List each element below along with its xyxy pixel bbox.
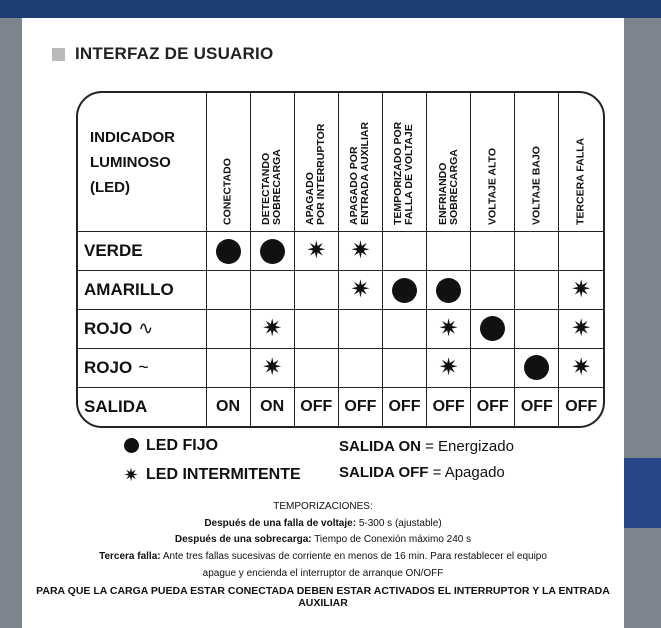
legend-off-value: = Apagado: [432, 464, 505, 481]
column-header: [250, 93, 294, 232]
starburst-icon: ✷: [306, 237, 327, 265]
column-header: [427, 93, 471, 232]
status-cell: [559, 232, 603, 271]
status-cell: [206, 271, 250, 310]
legend-blink: [122, 463, 301, 487]
status-cell: [250, 271, 294, 310]
column-header-line: ENTRADA AUXILIAR: [359, 122, 372, 226]
column-header: [294, 93, 338, 232]
starburst-icon: ✷: [571, 276, 592, 304]
filled-circle-icon: [524, 355, 549, 380]
legend-output-on: [339, 438, 514, 455]
row-label: ROJO ~: [78, 348, 206, 387]
output-value: OFF: [382, 387, 426, 426]
note-line-4: apague y encienda el interruptor de arranque ON/OFF: [202, 568, 444, 579]
status-cell: [559, 310, 603, 349]
starburst-icon: ✷: [350, 237, 371, 265]
status-cell: [515, 232, 559, 271]
status-cell: [382, 310, 426, 349]
note-line-1: Después de una falla de voltaje: 5-300 s (ajustable): [204, 518, 442, 529]
status-cell: [471, 348, 515, 387]
filled-circle-icon: [260, 239, 285, 264]
background-right-panel: [624, 18, 661, 628]
corner-line: LUMINOSO: [90, 153, 171, 171]
column-header-line: SOBRECARGA: [271, 149, 284, 226]
column-header-line: TEMPORIZADO POR: [392, 122, 405, 226]
column-header-line: CONECTADO: [221, 158, 234, 226]
status-cell: [338, 271, 382, 310]
filled-circle-icon: [124, 438, 139, 453]
starburst-icon: ✷: [438, 314, 459, 342]
output-value: ON: [250, 387, 294, 426]
legend-solid: [122, 437, 218, 455]
status-cell: [206, 348, 250, 387]
status-cell: [471, 232, 515, 271]
output-value: OFF: [427, 387, 471, 426]
status-cell: [427, 310, 471, 349]
starburst-icon: ✷: [438, 353, 459, 381]
header-row: [78, 93, 603, 232]
filled-circle-icon: [480, 316, 505, 341]
background-left-panel: [0, 18, 22, 628]
status-cell: [338, 348, 382, 387]
column-header-line: VOLTAJE ALTO: [486, 148, 499, 226]
row-label: AMARILLO: [78, 271, 206, 310]
legend-on-key: SALIDA ON: [339, 438, 421, 455]
document-card: [22, 18, 624, 628]
top-bar: [0, 0, 661, 18]
output-value: OFF: [338, 387, 382, 426]
legend-blink-label: LED INTERMITENTE: [146, 466, 301, 483]
status-cell: [515, 348, 559, 387]
status-cell: [338, 232, 382, 271]
column-header: [206, 93, 250, 232]
output-value: ON: [206, 387, 250, 426]
table-row: [78, 310, 603, 349]
column-header-line: ENFRIANDO: [436, 162, 449, 226]
status-cell: [338, 310, 382, 349]
row-label: ROJO ∿: [78, 310, 206, 349]
heading-text: INTERFAZ DE USUARIO: [75, 44, 274, 63]
output-label: SALIDA: [78, 387, 206, 426]
status-cell: [427, 232, 471, 271]
filled-circle-icon: [216, 239, 241, 264]
status-cell: [382, 232, 426, 271]
status-cell: [427, 271, 471, 310]
status-cell: [250, 232, 294, 271]
output-value: OFF: [559, 387, 603, 426]
output-row: [78, 387, 603, 426]
column-header-line: APAGADO POR: [348, 146, 361, 226]
column-header: [559, 93, 603, 232]
legend-on-value: = Energizado: [425, 438, 514, 455]
table-row: [78, 232, 603, 271]
status-cell: [294, 232, 338, 271]
output-value: OFF: [294, 387, 338, 426]
status-cell: [250, 348, 294, 387]
column-header-line: VOLTAJE BAJO: [530, 146, 543, 226]
status-cell: [382, 348, 426, 387]
square-bullet-icon: [52, 48, 65, 61]
status-cell: [515, 310, 559, 349]
status-cell: [382, 271, 426, 310]
column-header: [471, 93, 515, 232]
column-header-line: TERCERA FALLA: [574, 138, 587, 226]
filled-circle-icon: [436, 278, 461, 303]
row-label: VERDE: [78, 232, 206, 271]
final-warning: PARA QUE LA CARGA PUEDA ESTAR CONECTADA DEBEN ESTAR ACTIVADOS EL INTERRUPTOR Y LA ENTRADA AUXILIAR: [36, 585, 610, 609]
table-row: [78, 348, 603, 387]
starburst-icon: ✷: [350, 276, 371, 304]
column-header: [338, 93, 382, 232]
status-cell: [250, 310, 294, 349]
waveform-icon: ∿: [138, 318, 154, 339]
corner-line: (LED): [90, 178, 130, 196]
column-header: [382, 93, 426, 232]
starburst-icon: ✷: [571, 353, 592, 381]
status-cell: [559, 271, 603, 310]
status-cell: [294, 310, 338, 349]
starburst-icon: ✷: [123, 465, 139, 485]
status-cell: [427, 348, 471, 387]
status-cell: [471, 271, 515, 310]
section-heading: [52, 44, 273, 64]
starburst-icon: ✷: [571, 314, 592, 342]
note-line-2: Después de una sobrecarga: Tiempo de Conexión máximo 240 s: [174, 534, 472, 545]
status-cell: [206, 232, 250, 271]
corner-header: [78, 93, 206, 232]
filled-circle-icon: [392, 278, 417, 303]
status-cell: [294, 348, 338, 387]
legend-solid-label: LED FIJO: [146, 437, 219, 454]
status-cell: [559, 348, 603, 387]
column-header-line: POR INTERRUPTOR: [315, 124, 328, 226]
column-header: [515, 93, 559, 232]
status-cell: [515, 271, 559, 310]
status-cell: [294, 271, 338, 310]
status-cell: [206, 310, 250, 349]
corner-line: INDICADOR: [90, 128, 175, 146]
note-line-3: Tercera falla: Ante tres fallas sucesivas de corriente en menos de 16 min. Para restablecer el equipo: [99, 551, 547, 562]
status-cell: [471, 310, 515, 349]
led-status-table: [76, 91, 605, 428]
starburst-icon: ✷: [262, 314, 283, 342]
legend-output-off: [339, 464, 505, 481]
notes-title: TEMPORIZACIONES:: [273, 501, 373, 512]
column-header-line: DETECTANDO: [260, 153, 273, 226]
column-header-line: SOBRECARGA: [447, 149, 460, 226]
background-blue-block: [624, 458, 661, 528]
output-value: OFF: [471, 387, 515, 426]
starburst-icon: ✷: [262, 353, 283, 381]
legend-off-key: SALIDA OFF: [339, 464, 429, 481]
waveform-icon: ~: [138, 357, 149, 378]
column-header-line: APAGADO: [304, 172, 317, 226]
table-row: [78, 271, 603, 310]
output-value: OFF: [515, 387, 559, 426]
column-header-line: FALLA DE VOLTAJE: [403, 124, 416, 226]
